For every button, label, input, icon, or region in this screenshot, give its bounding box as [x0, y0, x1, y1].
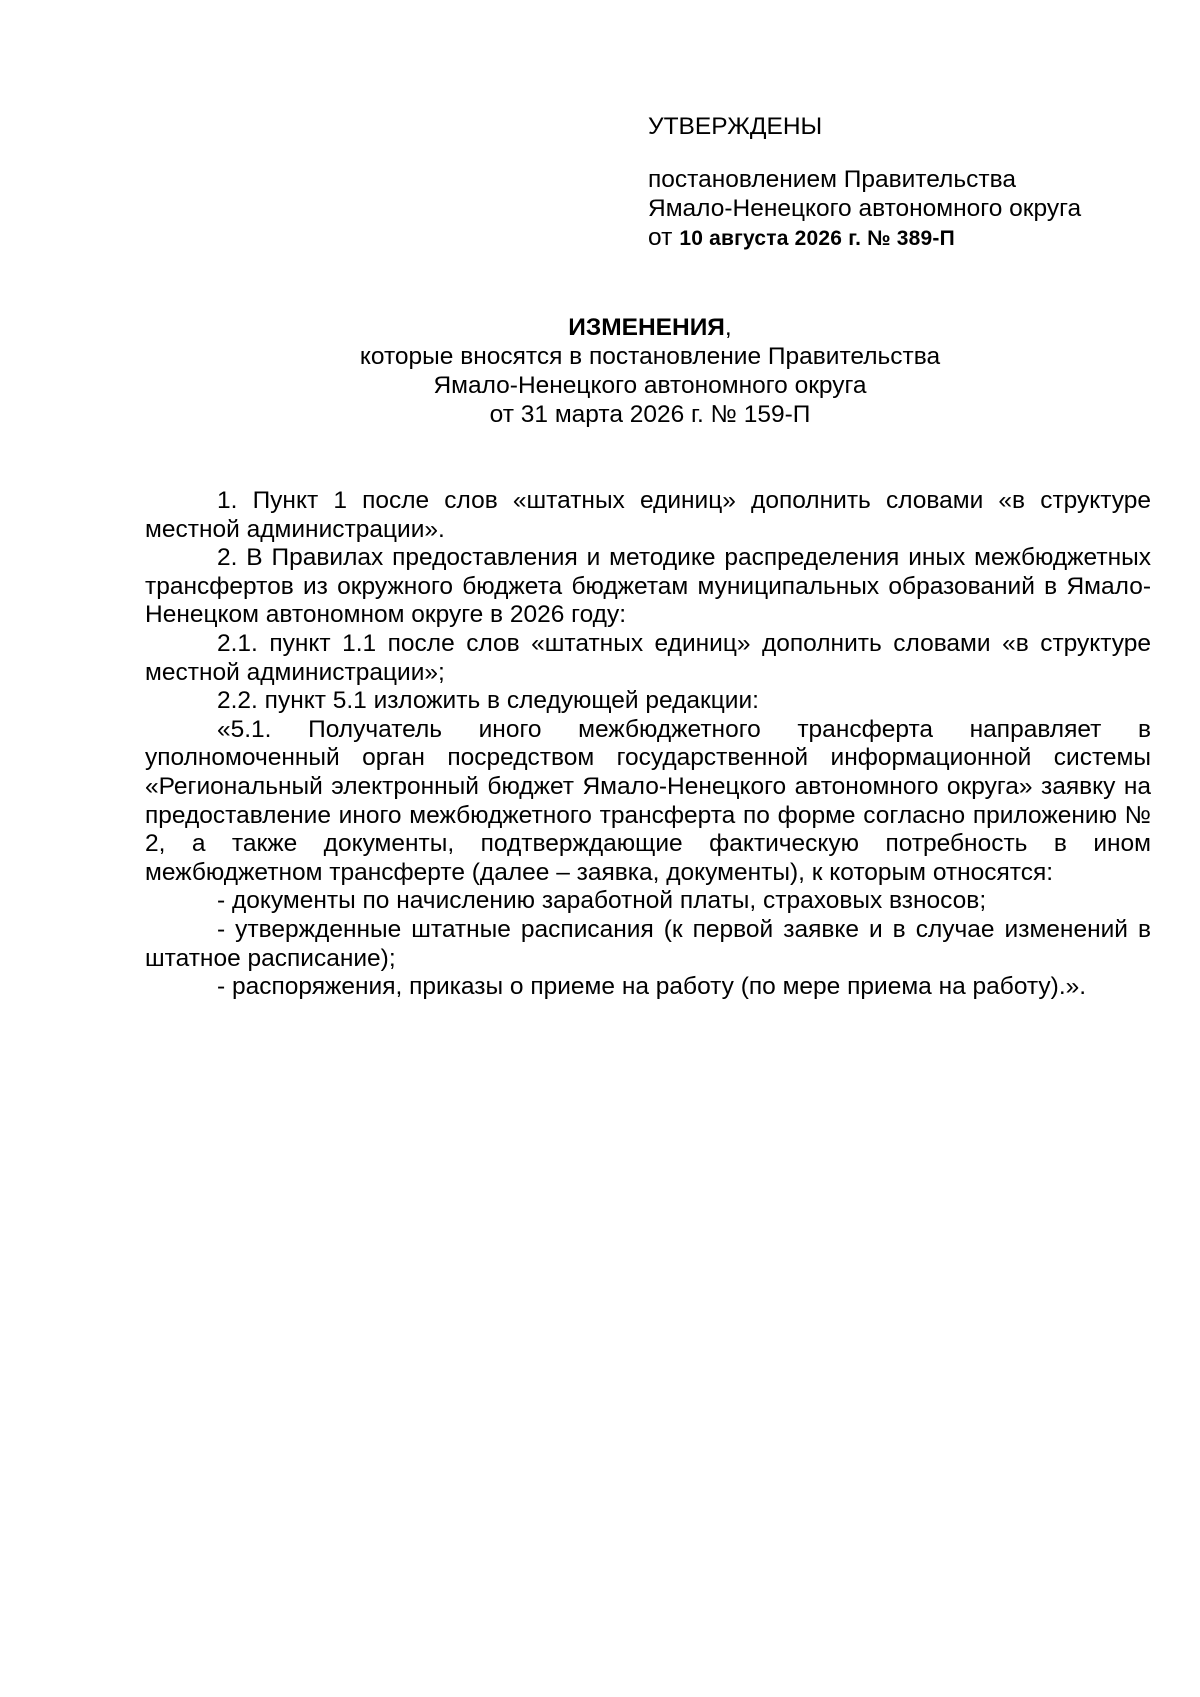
paragraph-2-1: 2.1. пункт 1.1 после слов «штатных единиц» дополнить словами «в структуре местной администрации»;: [145, 629, 1151, 686]
approval-block: [648, 112, 1148, 253]
document-title-line: [130, 313, 1170, 342]
paragraph-2-2: 2.2. пункт 5.1 изложить в следующей редакции:: [217, 687, 759, 715]
document-title-comma: ,: [724, 314, 732, 341]
decree-line-2: Ямало-Ненецкого автономного округа: [648, 195, 1082, 222]
list-item-payroll-documents: - документы по начислению заработной платы, страховых взносов;: [217, 887, 987, 915]
document-title-block: [130, 313, 1170, 429]
document-title: ИЗМЕНЕНИЯ: [568, 314, 725, 341]
approved-label: УТВЕРЖДЕНЫ: [648, 113, 823, 140]
paragraph-5-1: «5.1. Получатель иного межбюджетного трансферта направляет в уполномоченный орган посредством государственной информационной системы «Региональный электронный бюджет Ямало-Ненецкого автономного округа» заявку на предоставление иного межбюджетного трансферта по форме согласно приложению № 2, а также документы, подтверждающие фактическую потребность в ином межбюджетном трансферте (далее – заявка, документы), к которым относятся:: [145, 715, 1151, 886]
list-item-hiring-orders: - распоряжения, приказы о приеме на работу (по мере приема на работу).».: [217, 973, 1087, 1001]
paragraph-2: 2. В Правилах предоставления и методике распределения иных межбюджетных трансфертов из окружного бюджета бюджетам муниципальных образований в Ямало-Ненецком автономном округе в 2026 году:: [145, 544, 1151, 629]
decree-date-prefix: от: [648, 224, 673, 251]
decree-line-1: постановлением Правительства: [648, 166, 1016, 193]
decree-date-value: 10 августа 2026 г. № 389-П: [679, 227, 955, 250]
document-body: [145, 487, 1151, 1002]
decree-date-line: [648, 223, 1148, 253]
document-subtitle-line-1: которые вносятся в постановление Правительства: [359, 343, 941, 370]
list-item-staff-schedules: - утвержденные штатные расписания (к первой заявке и в случае изменений в штатное расписание);: [145, 915, 1151, 972]
paragraph-1: 1. Пункт 1 после слов «штатных единиц» дополнить словами «в структуре местной администрации».: [145, 487, 1151, 543]
document-subtitle-line-3: от 31 марта 2026 г. № 159-П: [489, 401, 811, 428]
document-subtitle-line-2: Ямало-Ненецкого автономного округа: [433, 372, 867, 399]
